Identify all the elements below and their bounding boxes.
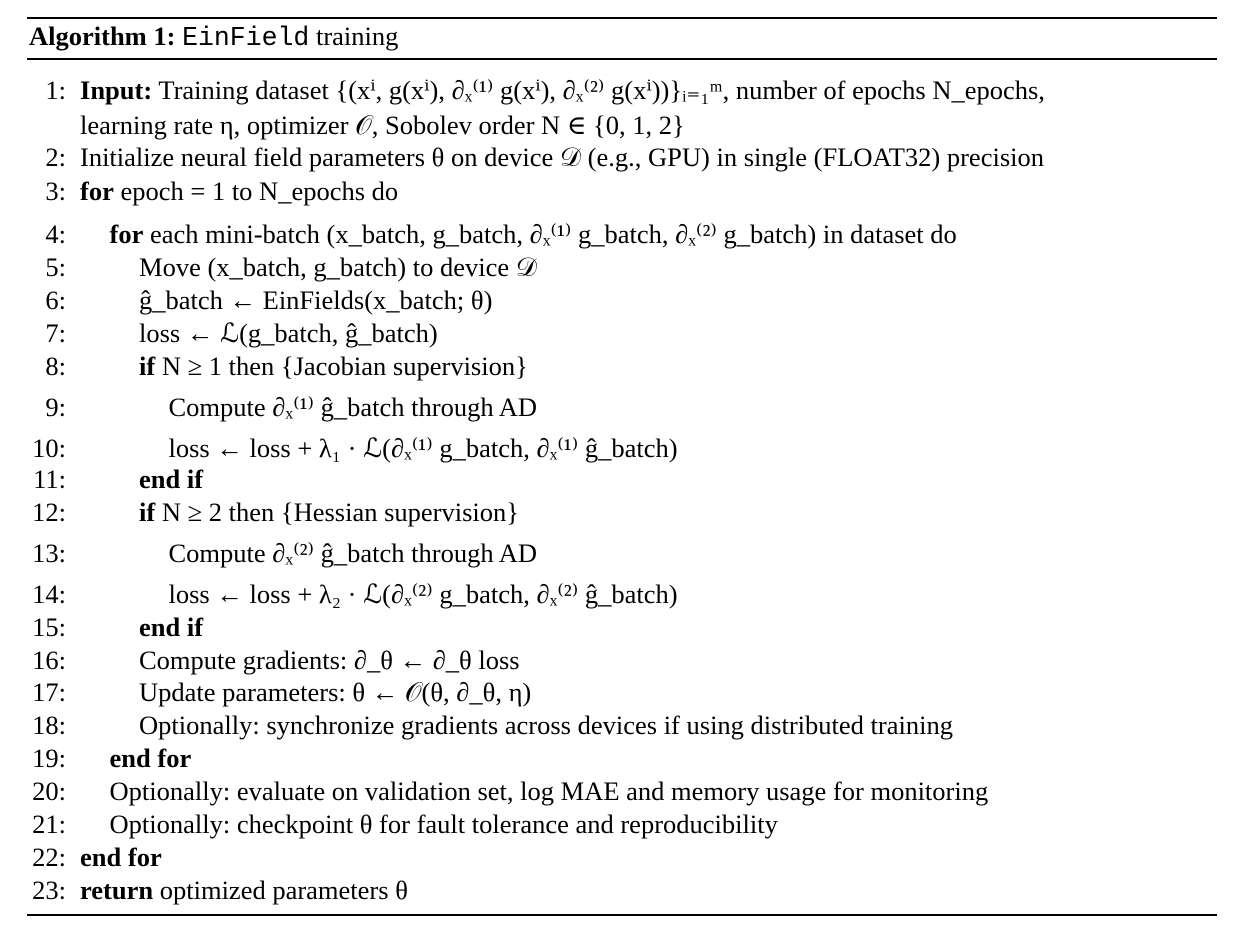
algorithm-line — [0, 462, 1236, 496]
line-text: Update parameters: θ ← 𝒪(θ, ∂_θ, η) — [139, 677, 532, 707]
algorithm-line — [0, 741, 1236, 775]
algorithm-line — [0, 108, 1236, 142]
line-number: 1: — [45, 75, 66, 105]
line-keyword: return — [80, 875, 154, 905]
algorithm-line — [0, 250, 1236, 284]
line-code — [169, 577, 678, 611]
line-text: Training dataset {(xⁱ, g(xⁱ), ∂ₓ⁽¹⁾ g(xⁱ), ∂ₓ⁽²⁾ g(xⁱ))}ᵢ₌₁ᵐ, number of epochs N_epochs, — [152, 75, 1045, 105]
algorithm-label: Algorithm 1: — [29, 21, 176, 51]
line-number: 10: — [32, 433, 66, 463]
line-text: Move (x_batch, g_batch) to device 𝒟 — [139, 252, 537, 282]
algorithm-line — [0, 316, 1236, 350]
line-keyword: for — [80, 176, 114, 206]
line-code — [110, 774, 989, 808]
line-text: Initialize neural field parameters θ on device 𝒟 (e.g., GPU) in single (FLOAT32) precision — [80, 142, 1044, 172]
line-number: 23: — [32, 875, 66, 905]
line-number: 14: — [32, 579, 66, 609]
algorithm-line — [0, 349, 1236, 383]
line-text: epoch = 1 to N_epochs do — [113, 176, 399, 206]
line-number: 18: — [32, 710, 66, 740]
line-code — [169, 390, 538, 424]
line-code — [139, 349, 528, 383]
algorithm-line — [0, 577, 1236, 611]
algorithm-line — [0, 643, 1236, 677]
line-number: 8: — [45, 351, 66, 381]
line-keyword: end if — [139, 464, 204, 494]
line-code — [80, 840, 162, 874]
line-text: loss ← loss + λ₂ · ℒ(∂ₓ⁽²⁾ g_batch, ∂ₓ⁽²⁾ ĝ_batch) — [168, 579, 678, 609]
line-number: 12: — [32, 497, 66, 527]
line-code — [110, 807, 778, 841]
line-code — [139, 250, 537, 284]
algorithm-line — [0, 873, 1236, 907]
algorithm-line — [0, 495, 1236, 529]
line-number: 7: — [45, 318, 66, 348]
algorithm-line — [0, 807, 1236, 841]
algorithm-line — [0, 390, 1236, 424]
line-number: 19: — [32, 743, 66, 773]
line-text: N ≥ 2 then {Hessian supervision} — [155, 497, 520, 527]
line-number: 22: — [32, 842, 66, 872]
line-code — [169, 536, 538, 570]
line-code — [169, 431, 678, 465]
line-keyword: if — [139, 497, 156, 527]
algorithm-line — [0, 283, 1236, 317]
line-keyword: end for — [80, 842, 162, 872]
line-code — [139, 708, 953, 742]
line-code — [139, 643, 520, 677]
line-number: 5: — [45, 252, 66, 282]
line-keyword: end for — [109, 743, 192, 773]
algorithm-line — [0, 536, 1236, 570]
algorithm-name: EinField — [182, 23, 310, 53]
line-keyword: end if — [139, 612, 204, 642]
line-text: ĝ_batch ← EinFields(x_batch; θ) — [139, 285, 493, 315]
line-code — [139, 610, 203, 644]
header-rule — [27, 58, 1217, 60]
line-number: 16: — [32, 645, 66, 675]
algorithm-line — [0, 774, 1236, 808]
line-text: Optionally: evaluate on validation set, log MAE and memory usage for monitoring — [109, 776, 989, 806]
top-rule — [27, 17, 1217, 19]
line-text: Compute gradients: ∂_θ ← ∂_θ loss — [139, 645, 520, 675]
line-text: optimized parameters θ — [153, 875, 408, 905]
line-number: 17: — [32, 677, 66, 707]
algorithm-line — [0, 840, 1236, 874]
line-number: 6: — [45, 285, 66, 315]
line-text: loss ← ℒ(g_batch, ĝ_batch) — [139, 318, 438, 348]
line-text: N ≥ 1 then {Jacobian supervision} — [155, 351, 528, 381]
line-keyword: for — [109, 219, 144, 249]
line-text: Optionally: checkpoint θ for fault tolerance and reproducibility — [109, 809, 778, 839]
algorithm-line — [0, 708, 1236, 742]
line-text: loss ← loss + λ₁ · ℒ(∂ₓ⁽¹⁾ g_batch, ∂ₓ⁽¹⁾ ĝ_batch) — [168, 433, 678, 463]
line-code — [110, 217, 957, 251]
line-number: 9: — [45, 392, 66, 422]
line-text: Optionally: synchronize gradients across devices if using distributed training — [139, 710, 953, 740]
line-code — [110, 741, 192, 775]
algorithm-line — [0, 174, 1236, 208]
algorithm-line — [0, 140, 1236, 174]
line-number: 3: — [45, 176, 66, 206]
algorithm-line — [0, 73, 1236, 107]
line-code — [80, 873, 408, 907]
line-keyword: if — [139, 351, 156, 381]
line-code — [80, 174, 398, 208]
algorithm-line — [0, 675, 1236, 709]
line-text: Compute ∂ₓ⁽²⁾ ĝ_batch through AD — [168, 538, 538, 568]
line-code — [139, 495, 519, 529]
line-code — [80, 140, 1044, 174]
line-text: each mini-batch (x_batch, g_batch, ∂ₓ⁽¹⁾ g_batch, ∂ₓ⁽²⁾ g_batch) in dataset do — [143, 219, 957, 249]
line-number: 11: — [33, 464, 66, 494]
line-number: 15: — [32, 612, 66, 642]
algorithm-header — [29, 21, 398, 53]
line-text: learning rate η, optimizer 𝒪, Sobolev order N ∈ {0, 1, 2} — [80, 110, 685, 140]
line-keyword: Input: — [80, 75, 153, 105]
line-number: 4: — [45, 219, 66, 249]
line-number: 20: — [32, 776, 66, 806]
algorithm-line — [0, 610, 1236, 644]
line-number: 2: — [45, 142, 66, 172]
algorithm-line — [0, 431, 1236, 465]
bottom-rule — [27, 914, 1217, 916]
line-text: Compute ∂ₓ⁽¹⁾ ĝ_batch through AD — [168, 392, 538, 422]
line-code — [80, 108, 685, 142]
algorithm-line — [0, 217, 1236, 251]
line-code — [139, 316, 438, 350]
line-code — [139, 675, 531, 709]
line-code — [80, 73, 1045, 107]
line-number: 13: — [32, 538, 66, 568]
line-number: 21: — [32, 809, 66, 839]
line-code — [139, 283, 492, 317]
algorithm-title-suffix: training — [315, 21, 399, 51]
line-code — [139, 462, 203, 496]
